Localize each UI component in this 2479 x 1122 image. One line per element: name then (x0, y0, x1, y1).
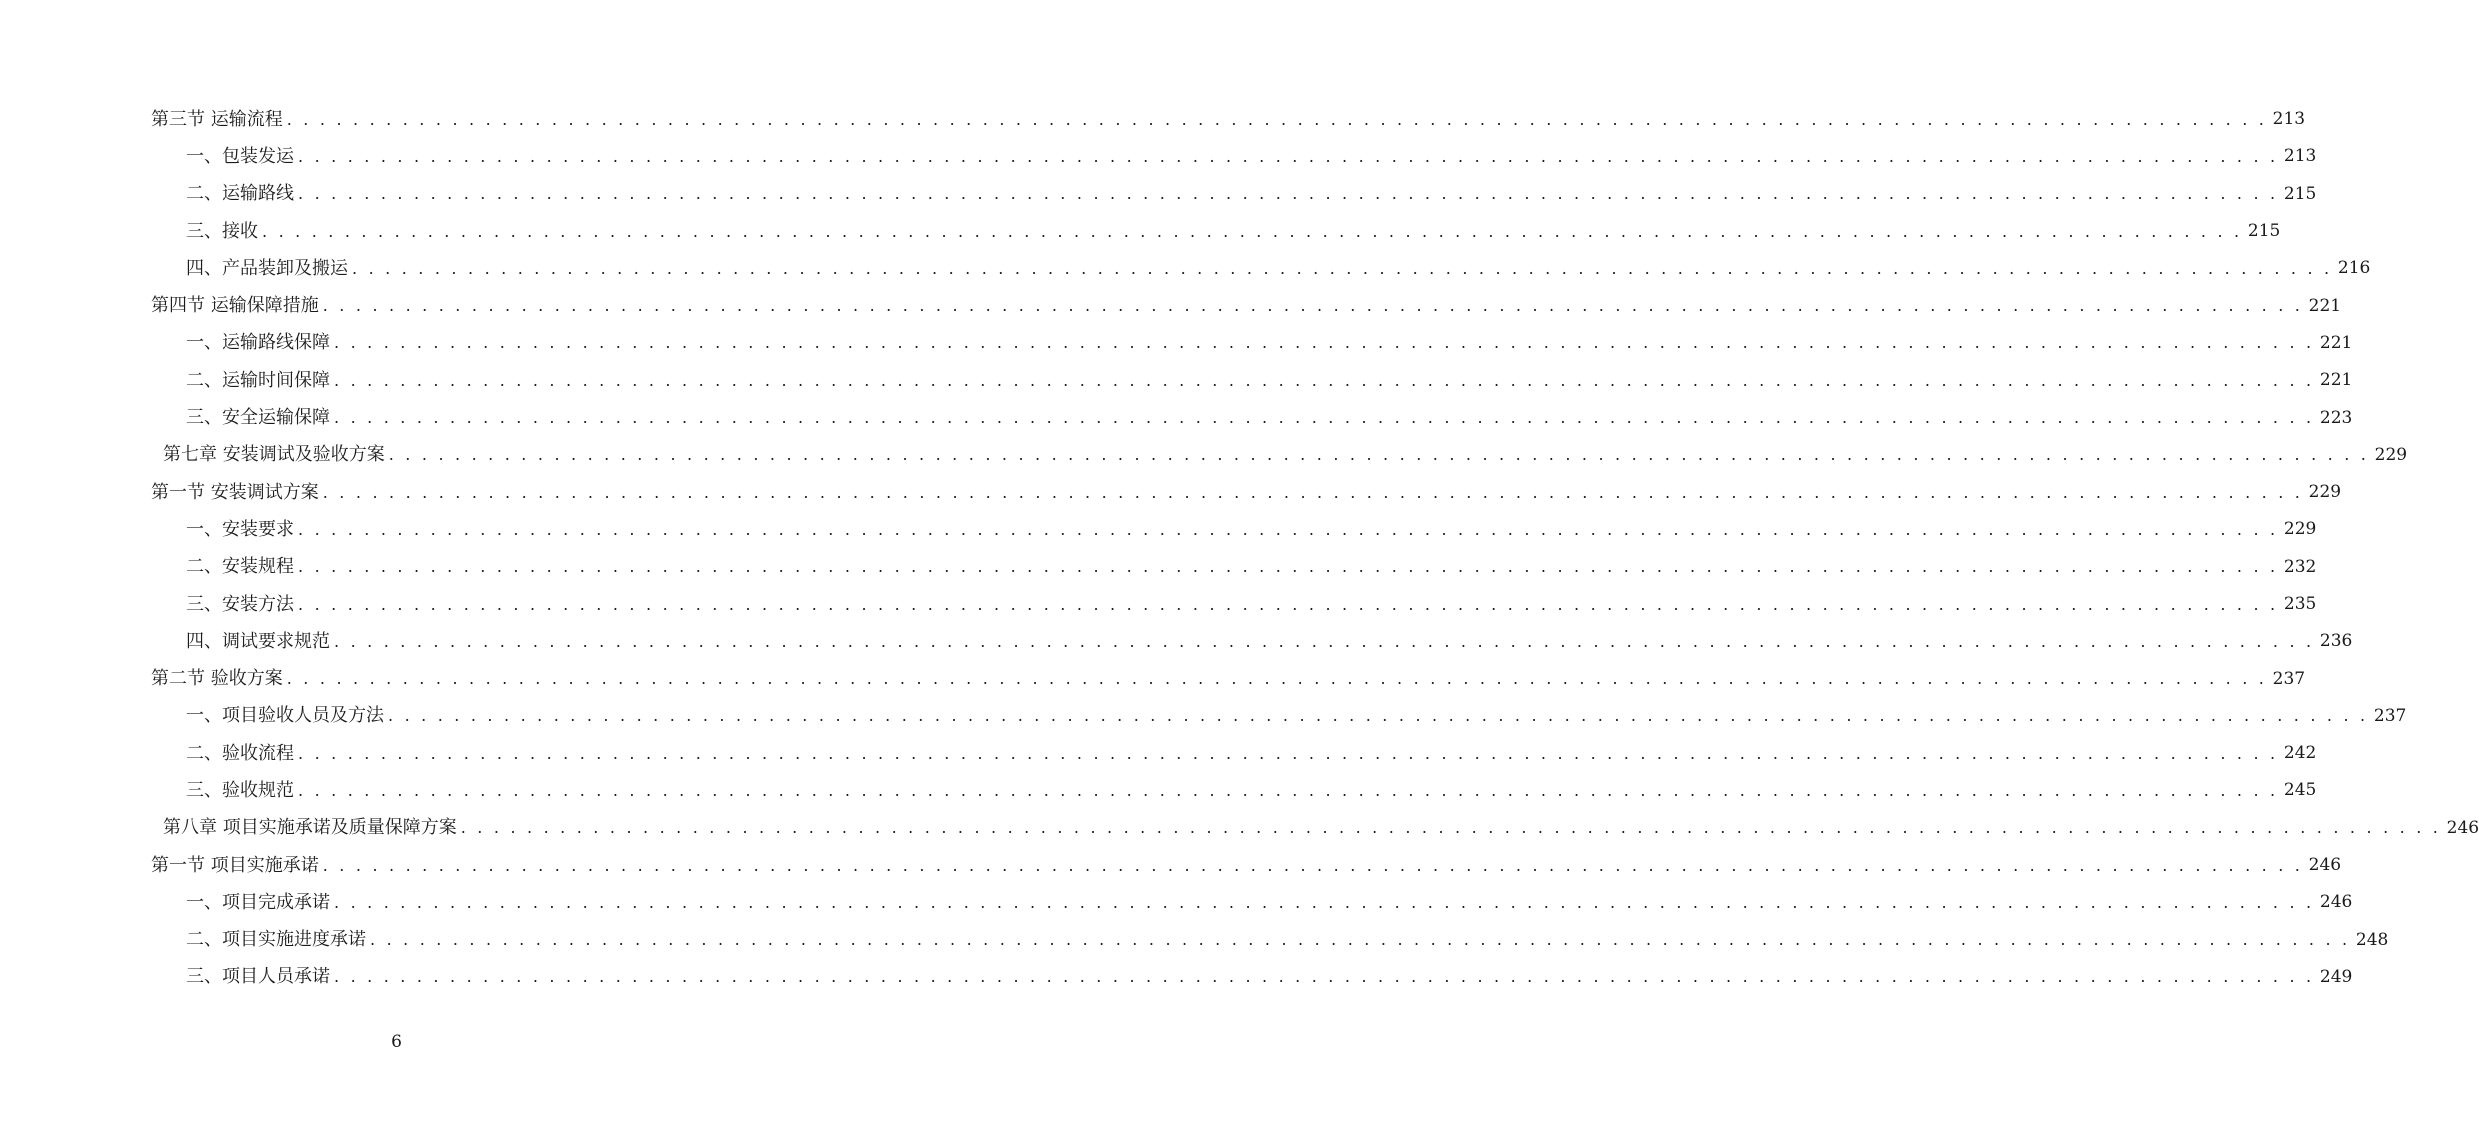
table-of-contents (0, 101, 2479, 996)
toc-entry-title: 二、验收流程 (186, 742, 294, 764)
toc-entry-item[interactable] (0, 586, 2317, 623)
dot-leader: . . . . . . . . . . . . . . . . . . . . . . . . . . . . . . . . . . . . . . . . . . . . . . . . . . . . . . . . . . . . . . . . . . . . . . . . . . . . . . . . . . . . . . . . . . . . . . . . . . . . . . . . . . . . . . . . . . . . . . . . (298, 780, 2279, 800)
toc-entry-item[interactable] (0, 213, 2281, 250)
toc-entry-title: 第一节 项目实施承诺 (151, 854, 319, 876)
dot-leader: . . . . . . . . . . . . . . . . . . . . . . . . . . . . . . . . . . . . . . . . . . . . . . . . . . . . . . . . . . . . . . . . . . . . . . . . . . . . . . . . . . . . . . . . . . . . . . . . . . . . . . . . . . . . . . . . . . . . . . . . (334, 892, 2315, 912)
dot-leader: . . . . . . . . . . . . . . . . . . . . . . . . . . . . . . . . . . . . . . . . . . . . . . . . . . . . . . . . . . . . . . . . . . . . . . . . . . . . . . . . . . . . . . . . . . . . . . . . . . . . . . . . . . . . . . . . . . . . . . . . (298, 594, 2279, 614)
toc-entry-page: 237 (2373, 705, 2407, 726)
toc-entry-item[interactable] (0, 549, 2317, 586)
toc-entry-title: 第七章 安装调试及验收方案 (163, 444, 385, 466)
toc-entry-title: 四、产品装卸及搬运 (186, 257, 348, 279)
toc-entry-title: 一、运输路线保障 (186, 332, 330, 354)
dot-leader: . . . . . . . . . . . . . . . . . . . . . . . . . . . . . . . . . . . . . . . . . . . . . . . . . . . . . . . . . . . . . . . . . . . . . . . . . . . . . . . . . . . . . . . . . . . . . . . . . . . . . . . . . . . . . . . . . . . . . . . . (286, 669, 2268, 689)
dot-leader: . . . . . . . . . . . . . . . . . . . . . . . . . . . . . . . . . . . . . . . . . . . . . . . . . . . . . . . . . . . . . . . . . . . . . . . . . . . . . . . . . . . . . . . . . . . . . . . . . . . . . . . . . . . . . . . . . . . . . . . . (298, 557, 2279, 577)
toc-entry-item[interactable] (0, 735, 2317, 772)
toc-entry-section[interactable] (0, 287, 2342, 324)
toc-entry-page: 246 (2308, 855, 2342, 876)
toc-entry-item[interactable] (0, 772, 2317, 809)
toc-entry-item[interactable] (0, 511, 2317, 548)
dot-leader: . . . . . . . . . . . . . . . . . . . . . . . . . . . . . . . . . . . . . . . . . . . . . . . . . . . . . . . . . . . . . . . . . . . . . . . . . . . . . . . . . . . . . . . . . . . . . . . . . . . . . . . . . . . . . . . . . . . . . . . . (334, 408, 2315, 428)
toc-entry-title: 一、安装要求 (186, 518, 294, 540)
toc-entry-item[interactable] (0, 138, 2317, 175)
toc-entry-title: 三、接收 (186, 220, 258, 242)
toc-entry-chapter[interactable] (0, 437, 2408, 474)
dot-leader: . . . . . . . . . . . . . . . . . . . . . . . . . . . . . . . . . . . . . . . . . . . . . . . . . . . . . . . . . . . . . . . . . . . . . . . . . . . . . . . . . . . . . . . . . . . . . . . . . . . . . . . . . . . . . . . . . . . . . . . . (286, 109, 2268, 129)
toc-entry-item[interactable] (0, 250, 2371, 287)
toc-entry-title: 三、项目人员承诺 (186, 966, 330, 988)
dot-leader: . . . . . . . . . . . . . . . . . . . . . . . . . . . . . . . . . . . . . . . . . . . . . . . . . . . . . . . . . . . . . . . . . . . . . . . . . . . . . . . . . . . . . . . . . . . . . . . . . . . . . . . . . . . . . . . . . . . . . . . . (352, 258, 2333, 278)
dot-leader: . . . . . . . . . . . . . . . . . . . . . . . . . . . . . . . . . . . . . . . . . . . . . . . . . . . . . . . . . . . . . . . . . . . . . . . . . . . . . . . . . . . . . . . . . . . . . . . . . . . . . . . . . . . . . . . . . . . . . . . . (298, 146, 2279, 166)
toc-entry-page: 221 (2319, 370, 2353, 391)
toc-entry-page: 229 (2308, 482, 2342, 503)
toc-entry-page: 237 (2272, 668, 2306, 689)
toc-entry-page: 236 (2319, 631, 2353, 652)
toc-entry-section[interactable] (0, 847, 2342, 884)
toc-entry-title: 第八章 项目实施承诺及质量保障方案 (163, 817, 457, 839)
toc-entry-item[interactable] (0, 922, 2389, 959)
toc-entry-item[interactable] (0, 959, 2353, 996)
dot-leader: . . . . . . . . . . . . . . . . . . . . . . . . . . . . . . . . . . . . . . . . . . . . . . . . . . . . . . . . . . . . . . . . . . . . . . . . . . . . . . . . . . . . . . . . . . . . . . . . . . . . . . . . . . . . . . . . . . . . . . . . (334, 631, 2315, 651)
dot-leader: . . . . . . . . . . . . . . . . . . . . . . . . . . . . . . . . . . . . . . . . . . . . . . . . . . . . . . . . . . . . . . . . . . . . . . . . . . . . . . . . . . . . . . . . . . . . . . . . . . . . . . . . . . . . . . . . . . . . . . . . (388, 706, 2369, 726)
toc-entry-page: 248 (2355, 929, 2389, 950)
toc-entry-item[interactable] (0, 698, 2407, 735)
toc-entry-title: 第三节 运输流程 (151, 108, 283, 130)
toc-entry-title: 二、运输时间保障 (186, 369, 330, 391)
toc-entry-page: 232 (2283, 556, 2317, 577)
dot-leader: . . . . . . . . . . . . . . . . . . . . . . . . . . . . . . . . . . . . . . . . . . . . . . . . . . . . . . . . . . . . . . . . . . . . . . . . . . . . . . . . . . . . . . . . . . . . . . . . . . . . . . . . . . . . . . . . . . . . . . . . (334, 967, 2315, 987)
toc-entry-page: 249 (2319, 966, 2353, 987)
toc-entry-item[interactable] (0, 399, 2353, 436)
toc-entry-section[interactable] (0, 660, 2306, 697)
toc-entry-title: 四、调试要求规范 (186, 630, 330, 652)
dot-leader: . . . . . . . . . . . . . . . . . . . . . . . . . . . . . . . . . . . . . . . . . . . . . . . . . . . . . . . . . . . . . . . . . . . . . . . . . . . . . . . . . . . . . . . . . . . . . . . . . . . . . . . . . . . . . . . . . . . . . . . . (322, 296, 2304, 316)
dot-leader: . . . . . . . . . . . . . . . . . . . . . . . . . . . . . . . . . . . . . . . . . . . . . . . . . . . . . . . . . . . . . . . . . . . . . . . . . . . . . . . . . . . . . . . . . . . . . . . . . . . . . . . . . . . . . . . . . . . . . . . . (334, 333, 2315, 353)
toc-entry-page: 213 (2272, 109, 2306, 130)
toc-entry-title: 二、安装规程 (186, 556, 294, 578)
toc-entry-page: 213 (2283, 146, 2317, 167)
toc-entry-page: 245 (2283, 780, 2317, 801)
toc-entry-item[interactable] (0, 362, 2353, 399)
toc-entry-title: 三、验收规范 (186, 779, 294, 801)
toc-entry-page: 246 (2446, 817, 2479, 838)
toc-entry-title: 第一节 安装调试方案 (151, 481, 319, 503)
toc-entry-page: 215 (2283, 183, 2317, 204)
dot-leader: . . . . . . . . . . . . . . . . . . . . . . . . . . . . . . . . . . . . . . . . . . . . . . . . . . . . . . . . . . . . . . . . . . . . . . . . . . . . . . . . . . . . . . . . . . . . . . . . . . . . . . . . . . . . . . . . . . . . . . . . (322, 855, 2304, 875)
toc-entry-page: 229 (2283, 519, 2317, 540)
toc-entry-title: 一、项目完成承诺 (186, 891, 330, 913)
dot-leader: . . . . . . . . . . . . . . . . . . . . . . . . . . . . . . . . . . . . . . . . . . . . . . . . . . . . . . . . . . . . . . . . . . . . . . . . . . . . . . . . . . . . . . . . . . . . . . . . . . . . . . . . . . . . . . . . . . . . . . . . (388, 445, 2370, 465)
dot-leader: . . . . . . . . . . . . . . . . . . . . . . . . . . . . . . . . . . . . . . . . . . . . . . . . . . . . . . . . . . . . . . . . . . . . . . . . . . . . . . . . . . . . . . . . . . . . . . . . . . . . . . . . . . . . . . . . . . . . . . . . (298, 743, 2279, 763)
dot-leader: . . . . . . . . . . . . . . . . . . . . . . . . . . . . . . . . . . . . . . . . . . . . . . . . . . . . . . . . . . . . . . . . . . . . . . . . . . . . . . . . . . . . . . . . . . . . . . . . . . . . . . . . . . . . . . . . . . . . . . . . (460, 818, 2442, 838)
toc-entry-chapter[interactable] (0, 810, 2479, 847)
toc-entry-section[interactable] (0, 474, 2342, 511)
toc-entry-item[interactable] (0, 623, 2353, 660)
toc-entry-title: 一、包装发运 (186, 145, 294, 167)
toc-entry-page: 215 (2247, 221, 2281, 242)
toc-entry-title: 二、运输路线 (186, 183, 294, 205)
toc-entry-title: 二、项目实施进度承诺 (186, 929, 366, 951)
toc-entry-title: 三、安全运输保障 (186, 407, 330, 429)
toc-entry-item[interactable] (0, 176, 2317, 213)
toc-entry-page: 229 (2374, 444, 2408, 465)
toc-entry-page: 246 (2319, 892, 2353, 913)
toc-entry-page: 242 (2283, 743, 2317, 764)
toc-entry-page: 221 (2319, 332, 2353, 353)
dot-leader: . . . . . . . . . . . . . . . . . . . . . . . . . . . . . . . . . . . . . . . . . . . . . . . . . . . . . . . . . . . . . . . . . . . . . . . . . . . . . . . . . . . . . . . . . . . . . . . . . . . . . . . . . . . . . . . . . . . . . . . . (298, 184, 2279, 204)
toc-entry-title: 三、安装方法 (186, 593, 294, 615)
toc-entry-item[interactable] (0, 884, 2353, 921)
toc-entry-page: 216 (2337, 258, 2371, 279)
toc-entry-page: 221 (2308, 295, 2342, 316)
dot-leader: . . . . . . . . . . . . . . . . . . . . . . . . . . . . . . . . . . . . . . . . . . . . . . . . . . . . . . . . . . . . . . . . . . . . . . . . . . . . . . . . . . . . . . . . . . . . . . . . . . . . . . . . . . . . . . . . . . . . . . . . (370, 930, 2351, 950)
toc-entry-title: 一、项目验收人员及方法 (186, 705, 384, 727)
dot-leader: . . . . . . . . . . . . . . . . . . . . . . . . . . . . . . . . . . . . . . . . . . . . . . . . . . . . . . . . . . . . . . . . . . . . . . . . . . . . . . . . . . . . . . . . . . . . . . . . . . . . . . . . . . . . . . . . . . . . . . . . (262, 221, 2243, 241)
dot-leader: . . . . . . . . . . . . . . . . . . . . . . . . . . . . . . . . . . . . . . . . . . . . . . . . . . . . . . . . . . . . . . . . . . . . . . . . . . . . . . . . . . . . . . . . . . . . . . . . . . . . . . . . . . . . . . . . . . . . . . . . (322, 482, 2304, 502)
dot-leader: . . . . . . . . . . . . . . . . . . . . . . . . . . . . . . . . . . . . . . . . . . . . . . . . . . . . . . . . . . . . . . . . . . . . . . . . . . . . . . . . . . . . . . . . . . . . . . . . . . . . . . . . . . . . . . . . . . . . . . . . (298, 519, 2279, 539)
toc-entry-title: 第四节 运输保障措施 (151, 295, 319, 317)
toc-entry-item[interactable] (0, 325, 2353, 362)
toc-entry-page: 223 (2319, 407, 2353, 428)
page-number: 6 (391, 1032, 402, 1052)
toc-entry-title: 第二节 验收方案 (151, 668, 283, 690)
toc-entry-section[interactable] (0, 101, 2306, 138)
dot-leader: . . . . . . . . . . . . . . . . . . . . . . . . . . . . . . . . . . . . . . . . . . . . . . . . . . . . . . . . . . . . . . . . . . . . . . . . . . . . . . . . . . . . . . . . . . . . . . . . . . . . . . . . . . . . . . . . . . . . . . . . (334, 370, 2315, 390)
toc-entry-page: 235 (2283, 594, 2317, 614)
